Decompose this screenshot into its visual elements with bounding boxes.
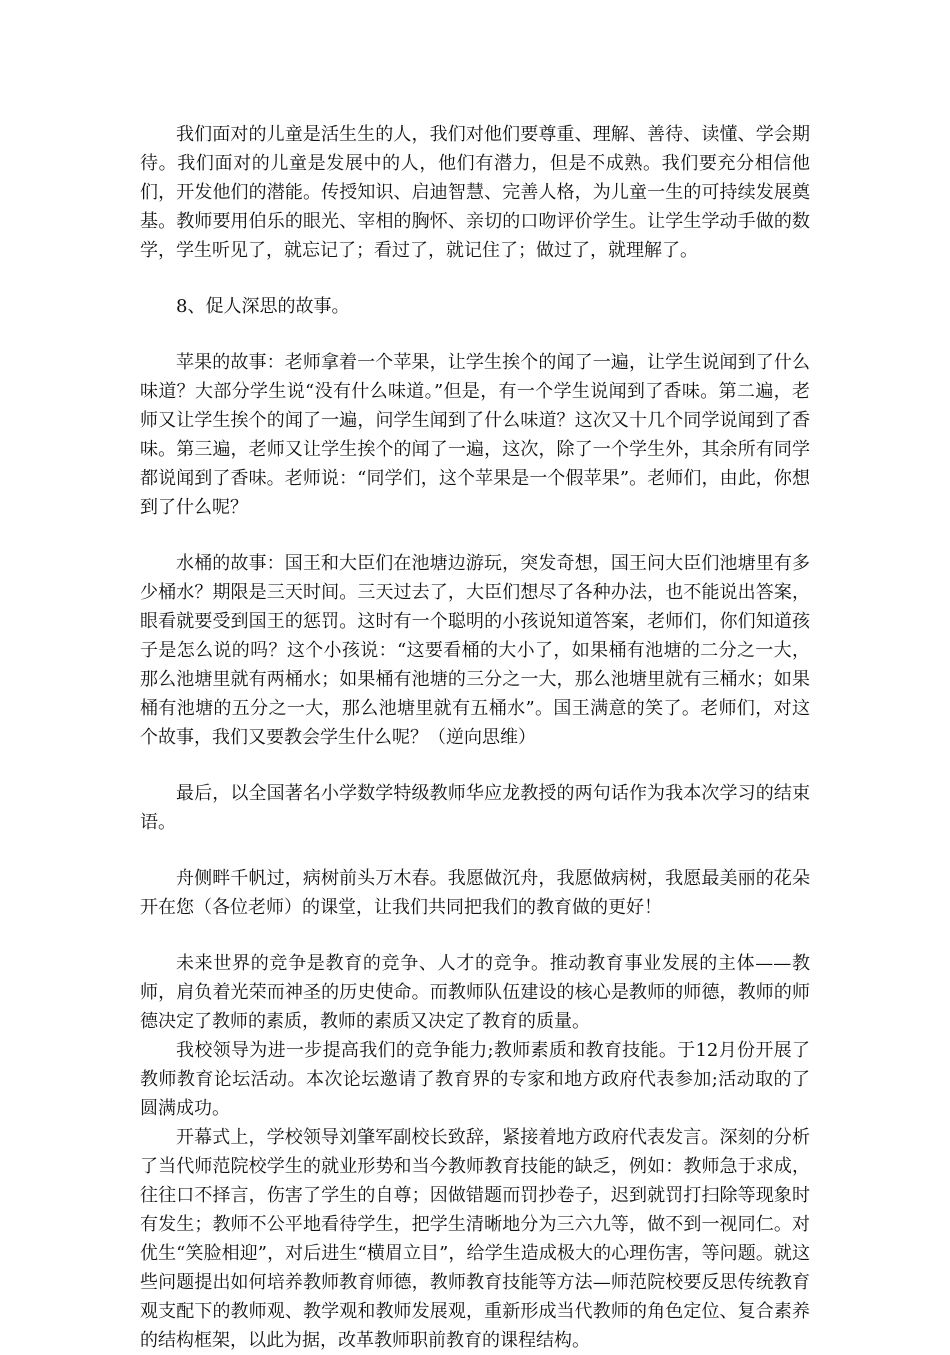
paragraph-competition: 未来世界的竞争是教育的竞争、人才的竞争。推动教育事业发展的主体——教师，肩负着光荣而神圣的历史使命。而教师队伍建设的核心是教师的师德，教师的师德决定了教师的素质，教师的素质又决定了教育的质量。 [140,953,810,1032]
paragraph-opening: 开幕式上，学校领导刘肇军副校长致辞，紧接着地方政府代表发言。深刻的分析了当代师范院校学生的就业形势和当今教师教育技能的缺乏，例如：教师急于求成，往往口不择言，伤害了学生的自尊；因做错题而罚抄卷子，迟到就罚打扫除等现象时有发生；教师不公平地看待学生，把学生清晰地分为三六九等，做不到一视同仁。对优生“笑脸相迎”，对后进生“横眉立目”，给学生造成极大的心理伤害，等问题。就这些问题提出如何培养教师教育师德，教师教育技能等方法—师范院校要反思传统教育观支配下的教师观、教学观和教师发展观，重新形成当代教师的角色定位、复合素养的结构框架，以此为据，改革教师职前教育的课程结构。 [140,1127,810,1351]
paragraph-closing: 最后，以全国著名小学数学特级教师华应龙教授的两句话作为我本次学习的结束语。 [140,783,810,833]
paragraph-forum: 我校领导为进一步提高我们的竞争能力;教师素质和教育技能。于12月份开展了教师教育论坛活动。本次论坛邀请了教育界的专家和地方政府代表参加;活动取的了圆满成功。 [140,1040,810,1119]
paragraph-bucket-story: 水桶的故事：国王和大臣们在池塘边游玩，突发奇想，国王问大臣们池塘里有多少桶水？期限是三天时间。三天过去了，大臣们想尽了各种办法，也不能说出答案，眼看就要受到国王的惩罚。这时有一个聪明的小孩说知道答案，老师们，你们知道孩子是怎么说的吗？这个小孩说：“这要看桶的大小了，如果桶有池塘的二分之一大，那么池塘里就有两桶水；如果桶有池塘的三分之一大，那么池塘里就有三桶水；如果桶有池塘的五分之一大，那么池塘里就有五桶水”。国王满意的笑了。老师们，对这个故事，我们又要教会学生什么呢？（逆向思维） [140,553,810,748]
paragraph-heading-stories: 8、促人深思的故事。 [176,296,350,317]
paragraph-poem: 舟侧畔千帆过，病树前头万木春。我愿做沉舟，我愿做病树，我愿最美丽的花朵开在您（各位老师）的课堂，让我们共同把我们的教育做的更好！ [140,868,810,918]
paragraph-apple-story: 苹果的故事：老师拿着一个苹果，让学生挨个的闻了一遍，让学生说闻到了什么味道？大部分学生说“没有什么味道。”但是，有一个学生说闻到了香味。第二遍，老师又让学生挨个的闻了一遍，问学生闻到了什么味道？这次又十几个同学说闻到了香味。第三遍，老师又让学生挨个的闻了一遍，这次，除了一个学生外，其余所有同学都说闻到了香味。老师说：“同学们，这个苹果是一个假苹果”。老师们，由此，你想到了什么呢？ [140,352,810,518]
paragraph-children: 我们面对的儿童是活生生的人，我们对他们要尊重、理解、善待、读懂、学会期待。我们面对的儿童是发展中的人，他们有潜力，但是不成熟。我们要充分相信他们，开发他们的潜能。传授知识、启迪智慧、完善人格，为儿童一生的可持续发展奠基。教师要用伯乐的眼光、宰相的胸怀、亲切的口吻评价学生。让学生学动手做的数学，学生听见了，就忘记了；看过了，就记住了；做过了，就理解了。 [140,124,810,261]
document-body [140,120,810,1355]
